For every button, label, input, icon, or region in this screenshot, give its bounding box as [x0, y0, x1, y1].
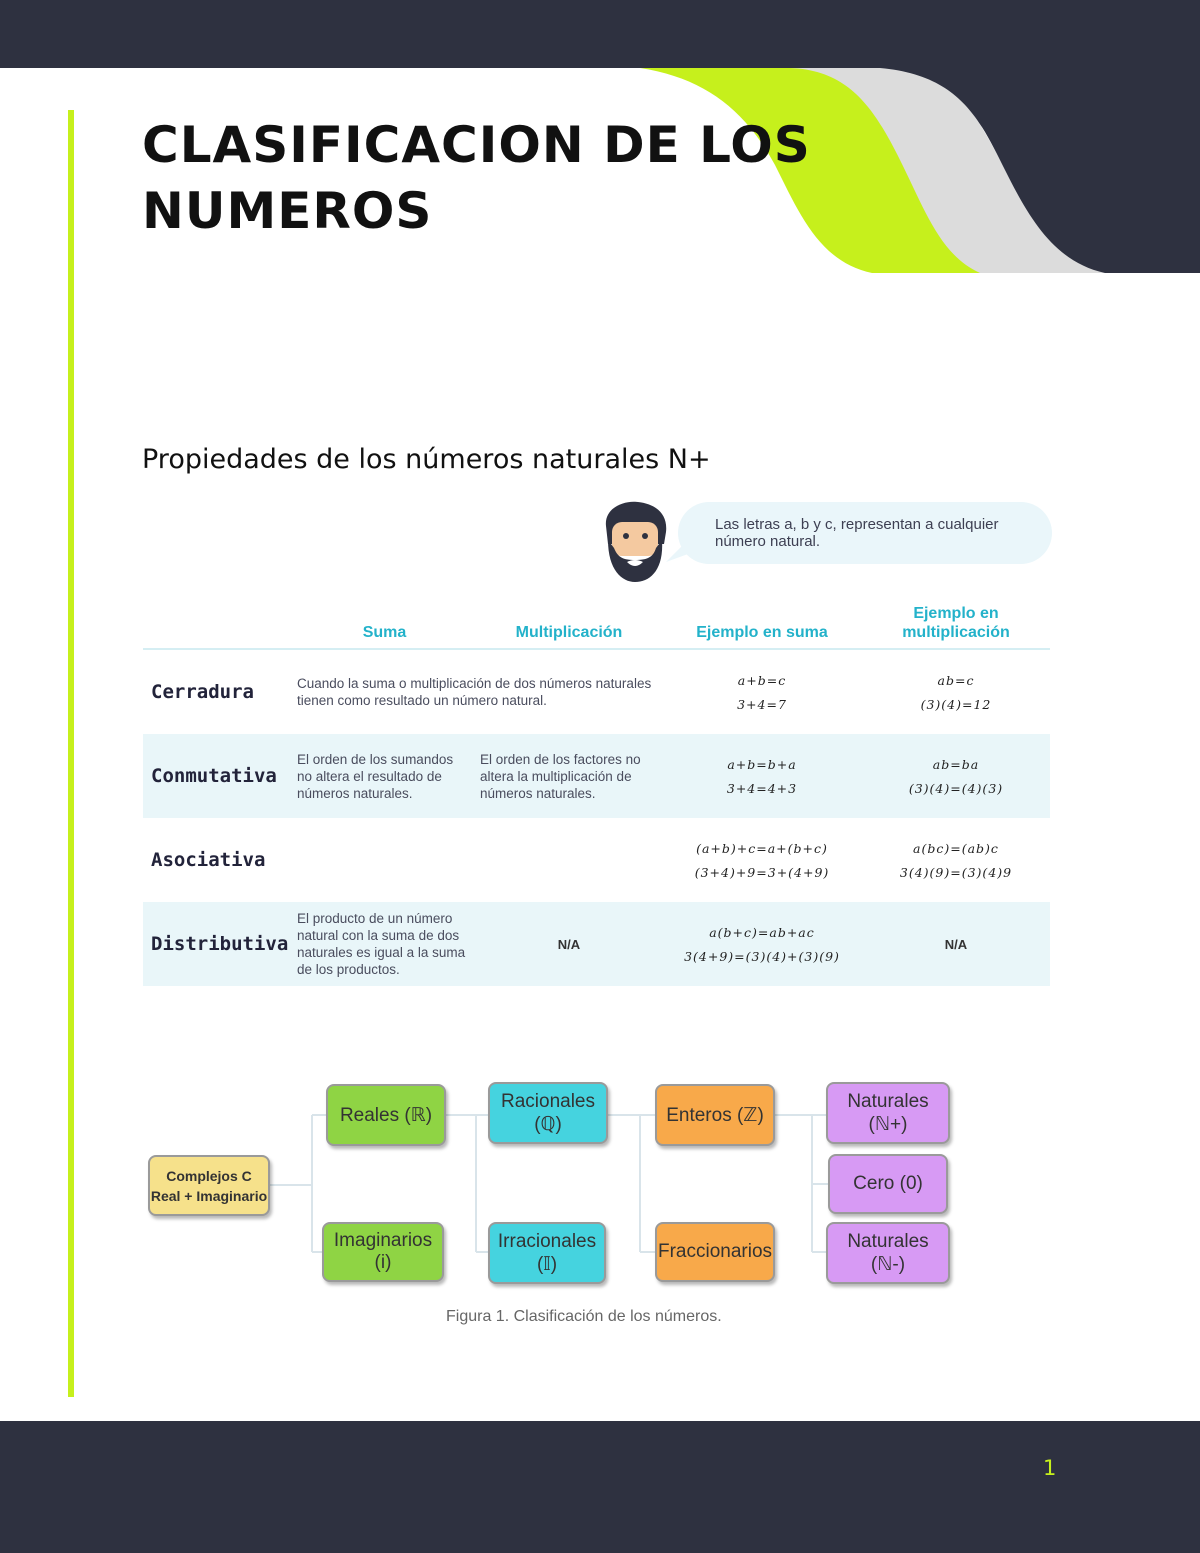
node-complejos-line2: Real + Imaginario: [150, 1187, 268, 1204]
row-multiplicacion-description: [476, 818, 662, 902]
table-row-conmutativa: [143, 734, 1050, 818]
mult-example-numeric: 3(4)(9)=(3)(4)9: [899, 864, 1013, 880]
table-header-ejemplo-multiplicacion: Ejemplo en multiplicación: [862, 590, 1050, 649]
row-multiplicacion-description: El orden de los factores no altera la multiplicación de números naturales.: [476, 734, 662, 818]
sum-example-numeric: 3+4=4+3: [726, 780, 798, 796]
sum-example-formula: a(b+c)=ab+ac: [709, 924, 815, 940]
row-suma-description: El producto de un número natural con la suma de dos naturales es igual a la suma de los productos.: [293, 902, 476, 986]
sum-example-numeric: 3+4=7: [737, 696, 787, 712]
title-line-1: CLASIFICACION DE LOS: [142, 116, 811, 174]
page-number: 1: [1043, 1456, 1057, 1480]
node-complejos-line1: Complejos C: [166, 1167, 252, 1184]
mult-example-formula: a(bc)=(ab)c: [913, 840, 999, 856]
properties-table: [143, 590, 1050, 986]
table-row-distributiva: [143, 902, 1050, 986]
sum-example-numeric: (3+4)+9=3+(4+9): [694, 864, 830, 880]
node-enteros: Enteros (ℤ): [655, 1084, 775, 1146]
sum-example-formula: a+b=c: [737, 672, 787, 688]
mult-example-numeric: (3)(4)=(4)(3): [908, 780, 1004, 796]
accent-sidebar-line: [68, 110, 74, 1397]
row-name: Cerradura: [151, 680, 254, 703]
section-subtitle: Propiedades de los números naturales N+: [142, 444, 711, 475]
node-imaginarios: Imaginarios (i): [322, 1222, 444, 1282]
node-naturales-negativos: Naturales (ℕ-): [826, 1222, 950, 1284]
node-racionales: Racionales (ℚ): [488, 1082, 608, 1144]
speech-bubble-text: Las letras a, b y c, representan a cualquier número natural.: [715, 516, 999, 550]
mult-example-na: N/A: [862, 902, 1050, 986]
sum-example-formula: (a+b)+c=a+(b+c): [696, 840, 828, 856]
sum-example: [662, 649, 862, 734]
number-classification-diagram: [140, 1070, 960, 1300]
row-multiplicacion-na: N/A: [476, 902, 662, 986]
row-name: Distributiva: [143, 902, 293, 986]
table-header-suma: Suma: [293, 590, 476, 649]
page-title: [142, 112, 811, 244]
table-header-multiplicacion: Multiplicación: [476, 590, 662, 649]
title-line-2: NUMEROS: [142, 182, 433, 240]
mult-example: [862, 818, 1050, 902]
table-row-asociativa: [143, 818, 1050, 902]
node-irracionales: Irracionales (𝕀): [488, 1222, 606, 1284]
node-naturales-positivos: Naturales (ℕ+): [826, 1082, 950, 1144]
table-header-ejemplo-suma: Ejemplo en suma: [662, 590, 862, 649]
row-description: Cuando la suma o multiplicación de dos números naturales tienen como resultado un número natural.: [297, 676, 652, 708]
mult-example-formula: ab=c: [937, 672, 975, 688]
mult-example-numeric: (3)(4)=12: [920, 696, 992, 712]
sum-example: [662, 818, 862, 902]
sum-example: [662, 734, 862, 818]
table-row-cerradura: [143, 649, 1050, 734]
node-fraccionarios: Fraccionarios: [655, 1222, 775, 1282]
row-name: Conmutativa: [143, 734, 293, 818]
table-header-row: [143, 590, 1050, 649]
bearded-man-avatar-icon: [598, 500, 672, 584]
row-suma-description: El orden de los sumandos no altera el resultado de números naturales.: [293, 734, 476, 818]
row-suma-description: [293, 818, 476, 902]
node-complejos: [148, 1155, 270, 1216]
node-cero: Cero (0): [828, 1154, 948, 1214]
mult-example-formula: ab=ba: [932, 756, 980, 772]
mult-example: [862, 649, 1050, 734]
sum-example: [662, 902, 862, 986]
footer-band: [0, 1421, 1200, 1553]
node-reales: Reales (ℝ): [326, 1084, 446, 1146]
sum-example-numeric: 3(4+9)=(3)(4)+(3)(9): [684, 948, 840, 964]
sum-example-formula: a+b=b+a: [727, 756, 797, 772]
figure-caption: Figura 1. Clasificación de los números.: [446, 1308, 722, 1325]
mult-example: [862, 734, 1050, 818]
row-name: Asociativa: [151, 848, 266, 871]
table-header-empty: [143, 590, 293, 649]
